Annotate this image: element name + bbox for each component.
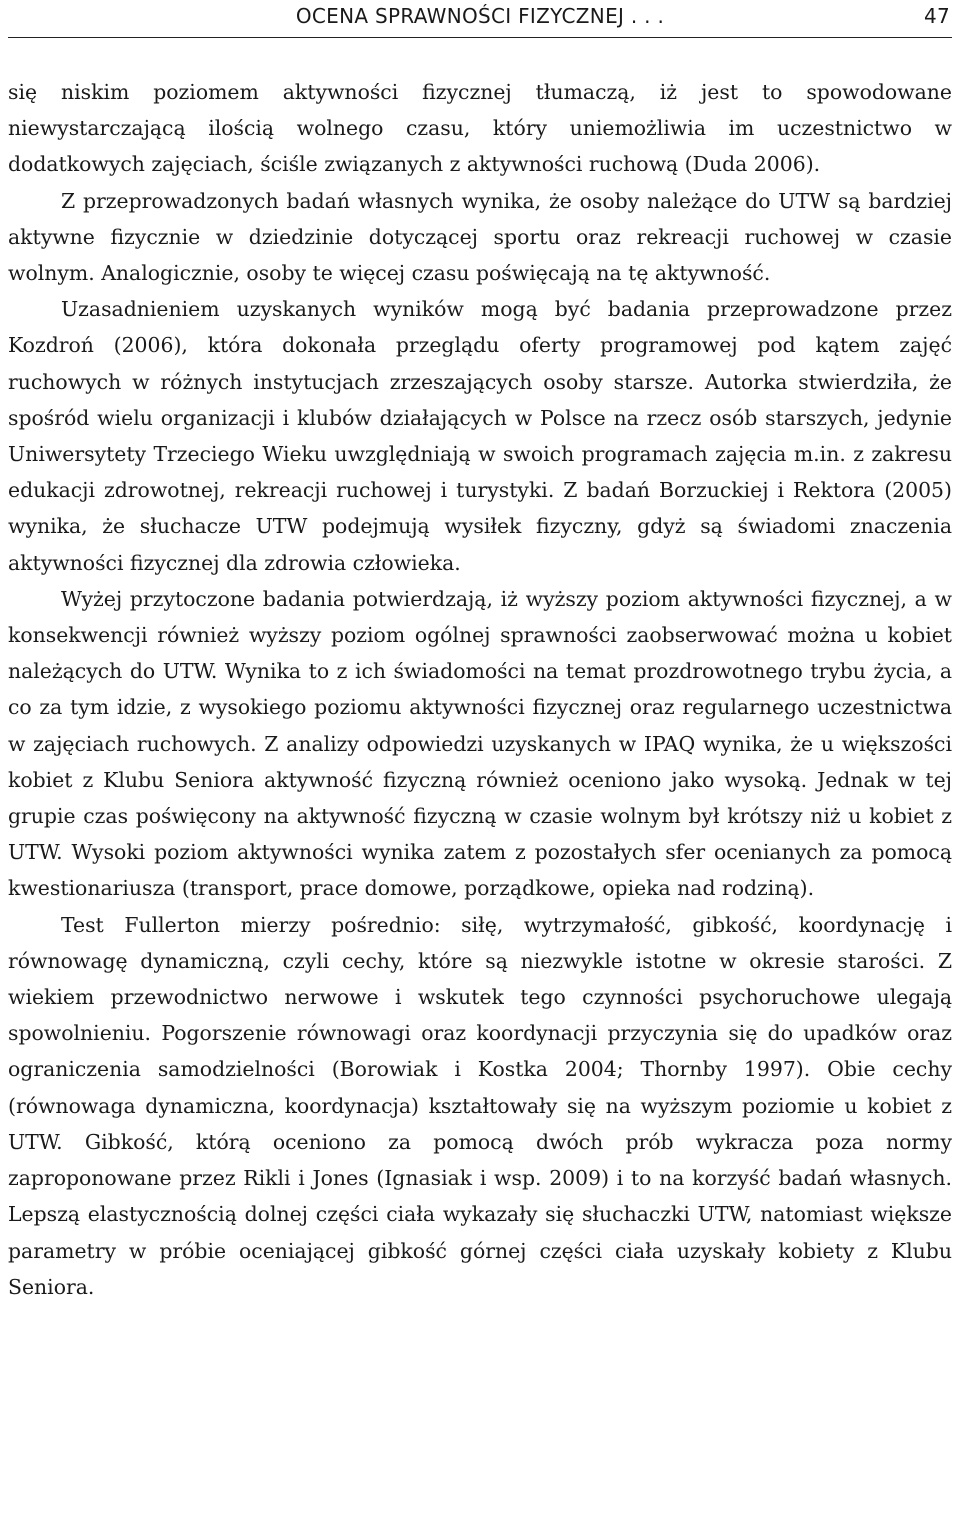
page-number: 47 — [923, 4, 950, 28]
running-header — [8, 0, 952, 38]
paragraph: Uzasadnieniem uzyskanych wyników mogą być badania przeprowadzone przez Kozdroń (2006), która dokonała przeglądu oferty programowej pod kątem zajęć ruchowych w różnych instytucjach zrzeszających osoby starsze. Autorka stwierdziła, że spośród wielu organizacji i klubów działających w Polsce na rzecz osób starszych, jedynie Uniwersytety Trzeciego Wieku uwzględniają w swoich programach zajęcia m.in. z zakresu edukacji zdrowotnej, rekreacji ruchowej i turystyki. Z badań Borzuckiej i Rektora (2005) wynika, że słuchacze UTW podejmują wysiłek fizyczny, gdyż są świadomi znaczenia aktywności fizycznej dla zdrowia człowieka. — [8, 297, 952, 575]
paragraph: Wyżej przytoczone badania potwierdzają, iż wyższy poziom aktywności fizycznej, a w konsekwencji również wyższy poziom ogólnej sprawności zaobserwować można u kobiet należących do UTW. Wynika to z ich świadomości na temat prozdrowotnego trybu życia, a co za tym idzie, z wysokiego poziomu aktywności fizycznej oraz regularnego uczestnictwa w zajęciach ruchowych. Z analizy odpowiedzi uzyskanych w IPAQ wynika, że u większości kobiet z Klubu Seniora aktywność fizyczną również oceniono jako wysoką. Jednak w tej grupie czas poświęcony na aktywność fizyczną w czasie wolnym był krótszy niż u kobiet z UTW. Wysoki poziom aktywności wynika zatem z pozostałych sfer ocenianych za pomocą kwestionariusza (transport, prace domowe, porządkowe, opieka nad rodziną). — [8, 586, 952, 901]
body-text — [8, 74, 952, 1305]
paragraph: Z przeprowadzonych badań własnych wynika, że osoby należące do UTW są bardziej aktywne fizycznie w dziedzinie dotyczącej sportu oraz rekreacji ruchowej w czasie wolnym. Analogicznie, osoby te więcej czasu poświęcają na tę aktywność. — [8, 188, 952, 286]
paragraph-continued: się niskim poziomem aktywności fizycznej tłumaczą, iż jest to spowodowane niewystarczającą ilością wolnego czasu, który uniemożliwia im uczestnictwo w dodatkowych zajęciach, ściśle związanych z aktywności ruchową (Duda 2006). — [8, 80, 952, 177]
running-title: OCENA SPRAWNOŚCI FIZYCZNEJ . . . — [295, 4, 665, 28]
paragraph: Test Fullerton mierzy pośrednio: siłę, wytrzymałość, gibkość, koordynację i równowagę dynamiczną, czyli cechy, które są niezwykle istotne w okresie starości. Z wiekiem przewodnictwo nerwowe i wskutek tego czynności psychoruchowe ulegają spowolnieniu. Pogorszenie równowagi oraz koordynacji przyczynia się do upadków oraz ograniczenia samodzielności (Borowiak i Kostka 2004; Thornby 1997). Obie cechy (równowaga dynamiczna, koordynacja) kształtowały się na wyższym poziomie u kobiet z UTW. Gibkość, którą oceniono za pomocą dwóch prób wykracza poza normy zaproponowane przez Rikli i Jones (Ignasiak i wsp. 2009) i to na korzyść badań własnych. Lepszą elastycznością dolnej części ciała wykazały się słuchaczki UTW, natomiast większe parametry w próbie oceniającej gibkość górnej części ciała uzyskały kobiety z Klubu Seniora. — [8, 912, 952, 1299]
